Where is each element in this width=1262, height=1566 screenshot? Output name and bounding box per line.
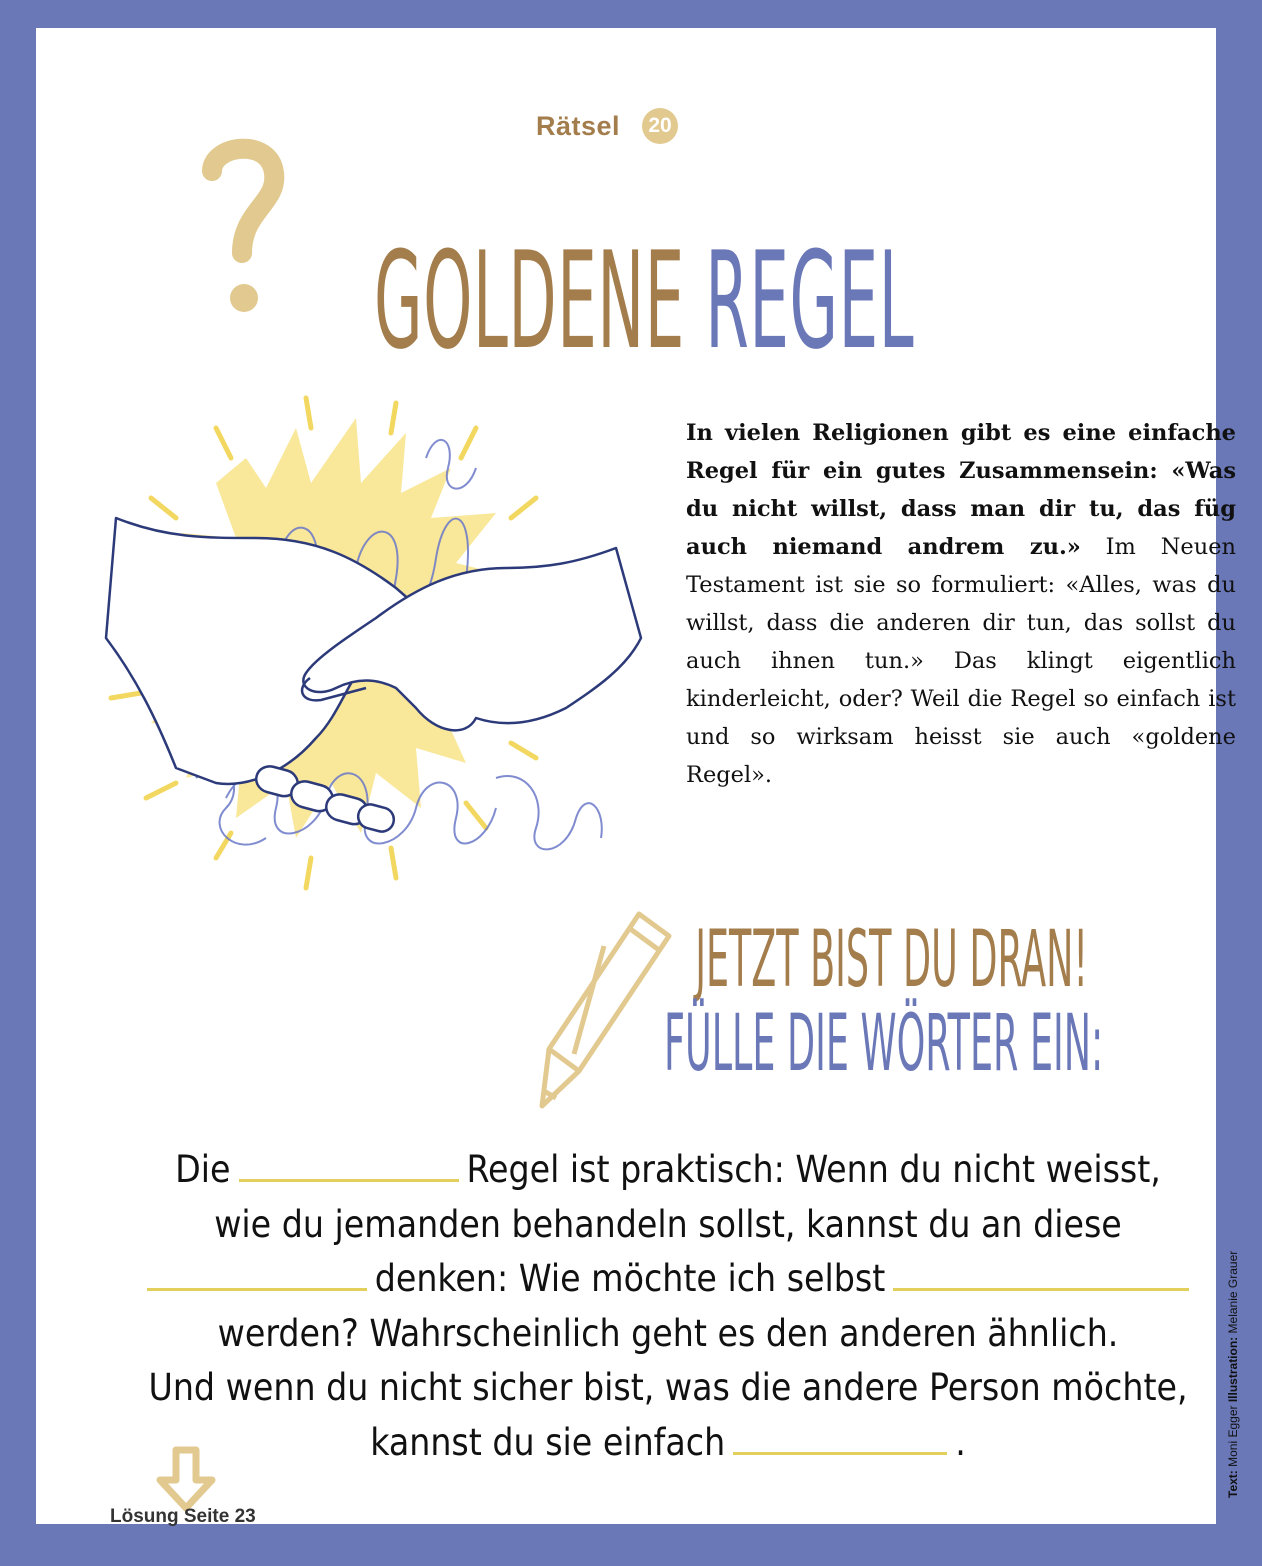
question-mark-icon <box>198 133 288 323</box>
blank-field-4[interactable] <box>733 1424 947 1455</box>
cloze-text <box>116 1143 1220 1470</box>
credits-text-author: Moni Egger <box>1226 1405 1240 1467</box>
call-to-action <box>664 915 1122 1089</box>
blank-field-3[interactable] <box>893 1260 1189 1291</box>
header <box>536 96 678 156</box>
cloze-line-6 <box>116 1416 1220 1471</box>
cloze-line-5: Und wenn du nicht sicher bist, was die andere Person möchte, <box>148 1366 1188 1409</box>
cloze-text-segment: kannst du sie einfach <box>370 1420 726 1464</box>
credits-text-label: Text: <box>1226 1470 1240 1498</box>
cloze-line-3 <box>116 1252 1220 1307</box>
arrow-down-icon <box>154 1444 218 1514</box>
intro-bold-text: In vielen Religionen gibt es eine einfache Regel für ein gutes Zusammensein: «Was du nicht willst, dass man dir tu, das füg auch niemand andrem zu.» <box>686 420 1236 560</box>
cloze-text-segment: Die <box>175 1148 231 1191</box>
cloze-text-segment: Regel ist praktisch: Wenn du nicht weisst, <box>466 1148 1161 1191</box>
intro-paragraph <box>686 414 1236 794</box>
credits-illus-author: Melanie Grauer <box>1226 1250 1240 1334</box>
credits-illus-label: Illustration: <box>1226 1336 1240 1403</box>
solution-reference: Lösung Seite 23 <box>110 1506 256 1527</box>
blank-field-2[interactable] <box>147 1260 367 1291</box>
cta-line-1: JETZT BIST DU DRAN! <box>695 915 1089 1005</box>
title-word-regel: REGEL <box>705 223 915 379</box>
title-word-goldene: GOLDENE <box>374 223 685 379</box>
cloze-line-2: wie du jemanden behandeln sollst, kannst du an diese <box>214 1202 1122 1246</box>
cloze-line-4: werden? Wahrscheinlich geht es den anderen ähnlich. <box>217 1311 1119 1355</box>
cloze-text-segment: . <box>955 1420 966 1464</box>
cloze-text-segment: denken: Wie möchte ich selbst <box>374 1257 886 1300</box>
section-label: Rätsel <box>536 110 621 141</box>
credits <box>1226 1251 1240 1498</box>
cta-line-2: FÜLLE DIE WÖRTER EIN: <box>664 999 1104 1089</box>
page-title <box>374 223 915 379</box>
intro-body-text: Im Neuen Testament ist sie so formuliert: «Alles, was du willst, dass die anderen dir tun, das sollst du auch ihnen tun.» Das klingt eigentlich kinderleicht, oder? Weil die Regel so einfach ist und so wirksam heisst sie auch «goldene Regel». <box>686 534 1237 788</box>
cloze-line-1 <box>116 1143 1220 1198</box>
page-number-badge: 20 <box>642 108 678 144</box>
handshake-illustration <box>96 388 656 948</box>
pencil-icon <box>534 906 679 1116</box>
blank-field-1[interactable] <box>239 1151 459 1182</box>
